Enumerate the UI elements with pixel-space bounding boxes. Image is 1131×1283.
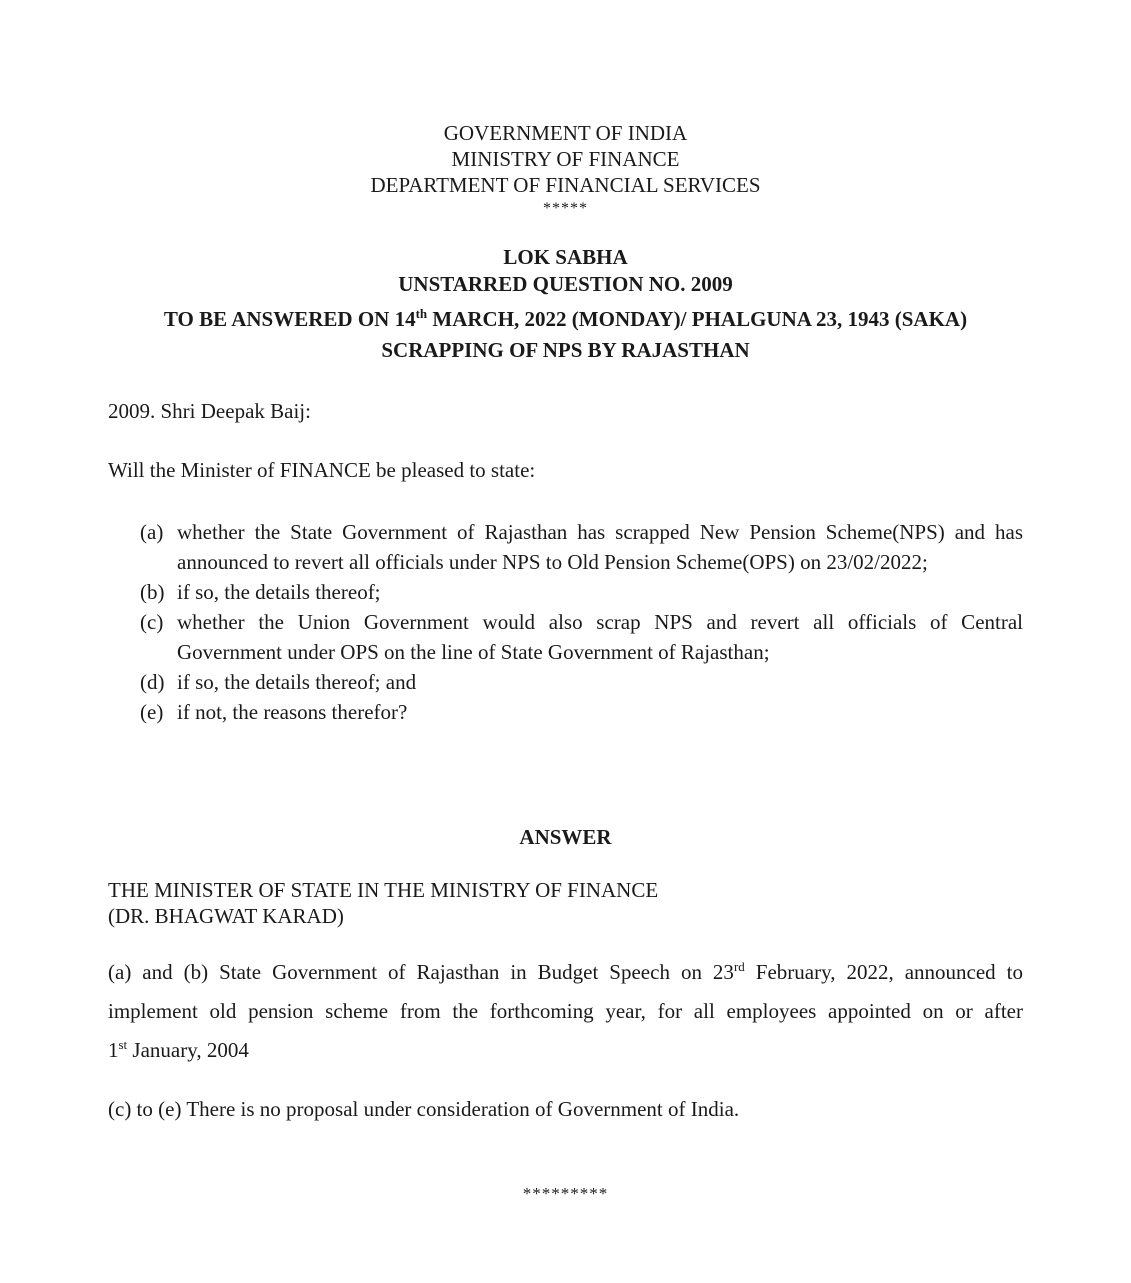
question-text: if so, the details thereof; and [177,670,417,694]
footer-stars: ********* [522,1184,609,1203]
title-question-number: UNSTARRED QUESTION NO. 2009 [398,272,733,296]
question-item-c [140,607,1023,667]
question-label: (c) [140,610,164,634]
answer-a-b-line-3-prefix: 1 [108,1038,119,1062]
title-answer-date [0,306,1131,332]
title-answer-date-prefix: TO BE ANSWERED ON 14 [163,307,416,331]
answer-a-b-line-2: implement old pension scheme from the forthcoming year, for all employees appointed on or after [108,999,1023,1023]
minister-title: THE MINISTER OF STATE IN THE MINISTRY OF FINANCE [108,878,659,902]
question-label: (e) [140,700,164,724]
title-answer-date-suffix: MARCH, 2022 (MONDAY)/ PHALGUNA 23, 1943 (SAKA) [427,307,968,331]
answer-heading: ANSWER [519,825,612,849]
header-ministry: MINISTRY OF FINANCE [451,147,680,171]
asker-line: 2009. Shri Deepak Baij: [108,399,311,423]
header-department: DEPARTMENT OF FINANCIAL SERVICES [370,173,761,197]
title-answer-date-sup: th [415,306,428,321]
answer-a-b [108,953,1023,1070]
question-item-b [140,577,1023,607]
answer-a-b-line-1-suffix: February, 2022, announced to [744,960,1023,984]
question-label: (b) [140,580,165,604]
question-item-e [140,697,1023,727]
answer-a-b-line-3-sup: st [118,1037,128,1052]
question-text: if so, the details thereof; [177,580,381,604]
question-text: if not, the reasons therefor? [177,700,408,724]
title-house: LOK SABHA [503,245,628,269]
header-stars: ***** [543,200,588,217]
question-label: (d) [140,670,165,694]
answer-c-e: (c) to (e) There is no proposal under consideration of Government of India. [108,1097,740,1121]
answer-a-b-line-3 [108,1031,1023,1070]
answer-a-b-line-3-suffix: January, 2004 [127,1038,249,1062]
question-text: whether the Union Government would also scrap NPS and revert all officials of Central Government under OPS on the line of State Government of Rajasthan; [177,610,1023,664]
answer-a-b-line-1 [108,953,1023,992]
header-government: GOVERNMENT OF INDIA [443,121,688,145]
question-label: (a) [140,520,164,544]
answer-a-b-line-1-sup: rd [733,959,745,974]
question-item-a [140,517,1023,577]
title-subject: SCRAPPING OF NPS BY RAJASTHAN [381,338,750,362]
question-intro: Will the Minister of FINANCE be pleased to state: [108,458,536,482]
answer-a-b-line-1-prefix: (a) and (b) State Government of Rajasthan in Budget Speech on 23 [108,960,734,984]
question-text: whether the State Government of Rajasthan has scrapped New Pension Scheme(NPS) and has announced to revert all officials under NPS to Old Pension Scheme(OPS) on 23/02/2022; [177,520,1023,574]
minister-name: (DR. BHAGWAT KARAD) [108,904,344,928]
question-item-d [140,667,1023,697]
question-list [140,517,1023,727]
